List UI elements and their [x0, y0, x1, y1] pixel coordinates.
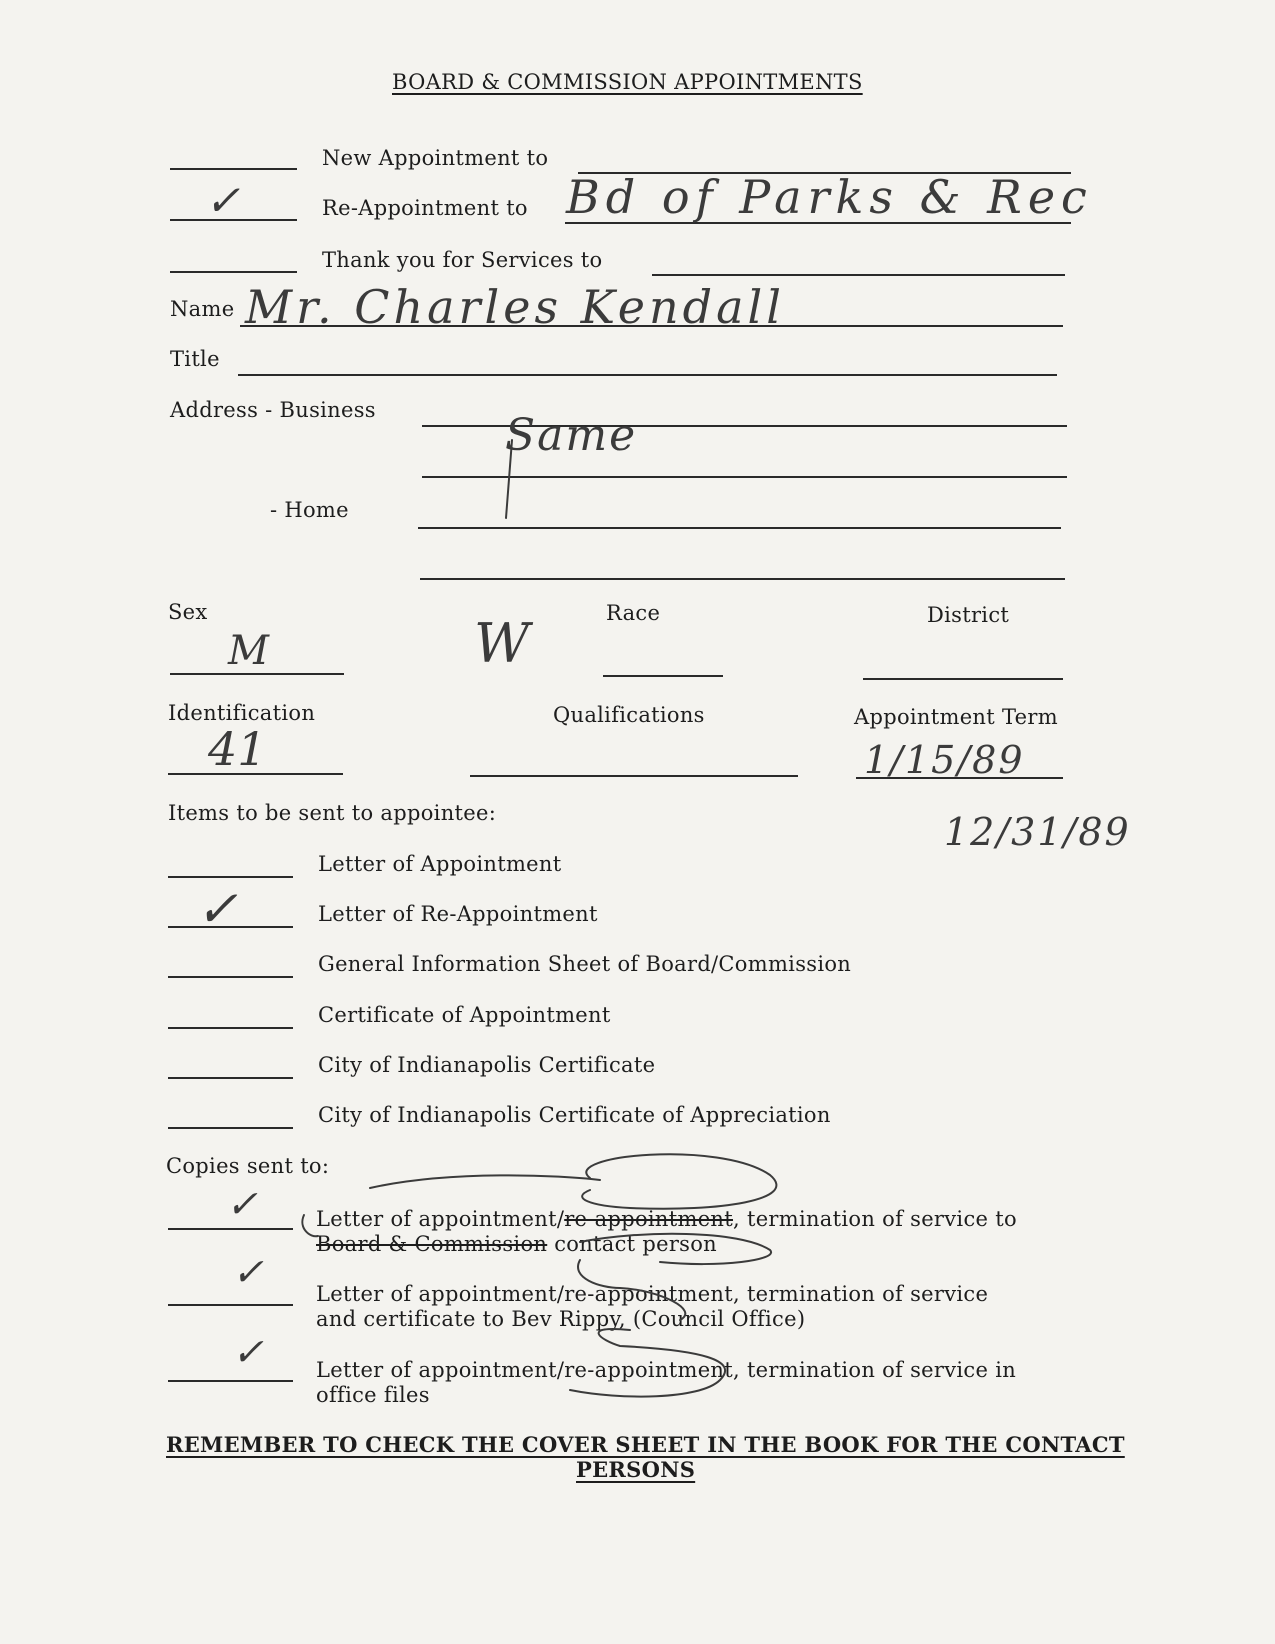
term-start: 1/15/89 — [864, 738, 1025, 782]
copy-check-line — [168, 1380, 293, 1382]
sex-value: M — [228, 628, 269, 674]
reminder-line-1: REMEMBER TO CHECK THE COVER SHEET IN THE BOOK FOR THE CONTACT — [166, 1432, 1125, 1457]
item-check-line — [168, 1127, 293, 1129]
copy-check: ✓ — [232, 1330, 264, 1374]
item-check-line — [168, 1027, 293, 1029]
item-check: ✓ — [196, 880, 238, 938]
items-header: Items to be sent to appointee: — [168, 801, 497, 825]
address-home-line-2 — [420, 578, 1065, 580]
reappointment-check: ✓ — [205, 176, 241, 225]
name-value: Mr. Charles Kendall — [245, 280, 785, 334]
district-label: District — [927, 603, 1010, 627]
district-line — [863, 678, 1063, 680]
sex-label: Sex — [168, 600, 208, 624]
copy-check-line — [168, 1228, 293, 1230]
reappointment-label: Re-Appointment to — [322, 196, 528, 220]
title-line — [238, 374, 1057, 376]
race-label: Race — [606, 601, 661, 625]
item-label: City of Indianapolis Certificate — [318, 1053, 656, 1077]
item-label: Certificate of Appointment — [318, 1003, 611, 1027]
copy-text-part: Letter of appointment/ — [316, 1207, 565, 1231]
new-appointment-label: New Appointment to — [322, 146, 549, 170]
copy-text-struck: re-appointment — [564, 1207, 733, 1231]
race-line — [603, 675, 723, 677]
copy-text-struck: Board & Commission — [316, 1232, 548, 1256]
copy-text-line-1: Letter of appointment/re-appointment, termination of service in — [316, 1358, 1017, 1382]
item-check-line — [168, 876, 293, 878]
ditto-stroke — [500, 440, 520, 520]
title-label: Title — [170, 347, 220, 371]
thanks-line — [652, 274, 1065, 276]
copy-text-line-2: and certificate to Bev Rippy, (Council Office) — [316, 1307, 806, 1331]
copy-text-part: contact person — [547, 1232, 718, 1256]
qualifications-label: Qualifications — [553, 703, 705, 727]
copies-header: Copies sent to: — [166, 1154, 330, 1178]
item-check-line — [168, 1077, 293, 1079]
copy-check: ✓ — [232, 1250, 264, 1294]
address-business-value: Same — [505, 410, 638, 461]
address-home-label: - Home — [270, 498, 349, 522]
item-label: Letter of Appointment — [318, 852, 562, 876]
item-label: General Information Sheet of Board/Commission — [318, 952, 852, 976]
item-label: Letter of Re-Appointment — [318, 902, 598, 926]
new-appointment-check-line — [170, 168, 297, 170]
race-value: W — [474, 612, 530, 675]
copy-check-line — [168, 1304, 293, 1306]
item-label: City of Indianapolis Certificate of Appreciation — [318, 1103, 831, 1127]
address-home-line-1 — [418, 527, 1061, 529]
form-title: BOARD & COMMISSION APPOINTMENTS — [392, 70, 863, 94]
term-label: Appointment Term — [854, 705, 1058, 729]
identification-value: 41 — [208, 722, 267, 776]
address-business-label: Address - Business — [170, 398, 376, 422]
thanks-check-line — [170, 271, 297, 273]
copy-text-line-2: office files — [316, 1383, 430, 1407]
term-end: 12/31/89 — [944, 810, 1131, 854]
name-label: Name — [170, 297, 235, 321]
handwritten-loop-marks — [300, 1150, 820, 1410]
copy-check: ✓ — [226, 1182, 258, 1226]
identification-label: Identification — [168, 701, 316, 725]
qualifications-line — [470, 775, 798, 777]
copy-text-line-1: Letter of appointment/re-appointment, termination of service — [316, 1282, 989, 1306]
thanks-label: Thank you for Services to — [322, 248, 603, 272]
copy-text-part: , termination of service to — [733, 1207, 1017, 1231]
reappointment-value: Bd of Parks & Rec — [566, 170, 1093, 224]
item-check-line — [168, 976, 293, 978]
reminder-line-2: PERSONS — [576, 1457, 696, 1482]
